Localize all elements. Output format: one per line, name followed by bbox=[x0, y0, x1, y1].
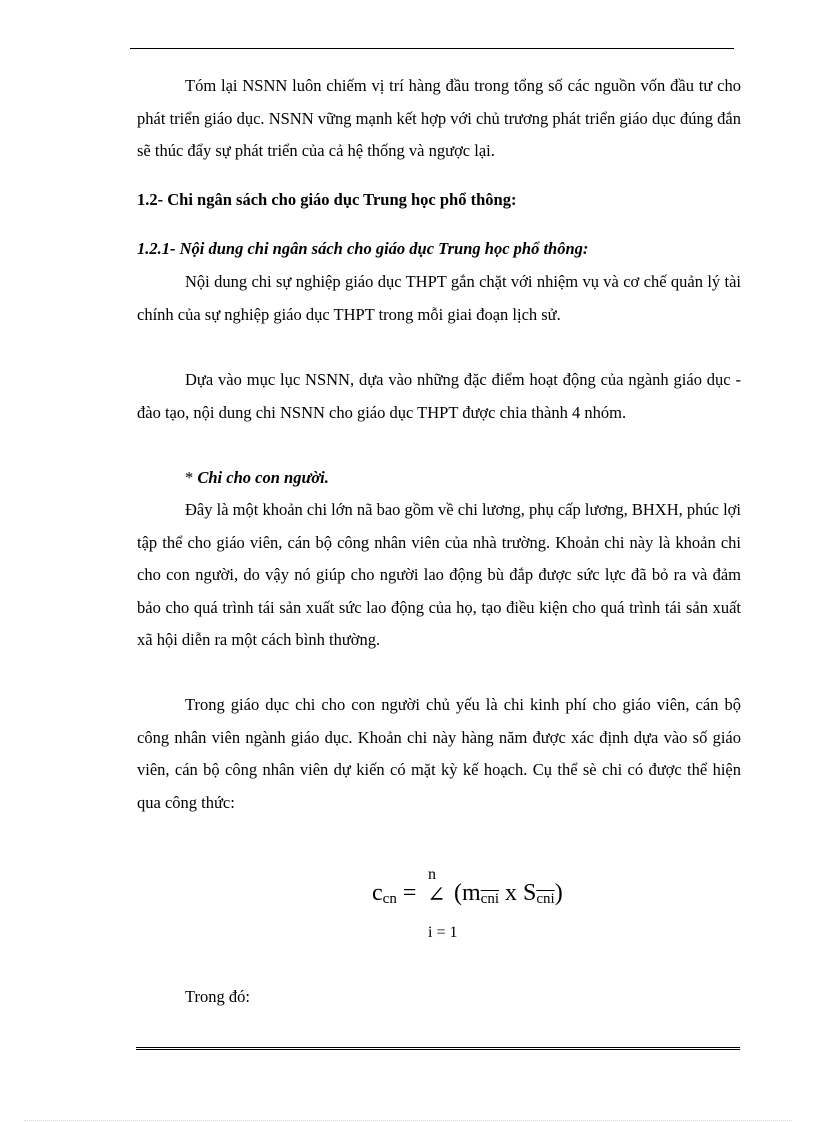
paragraph-summary: Tóm lại NSNN luôn chiếm vị trí hàng đầu trong tổng số các nguồn vốn đầu tư cho phát triển giáo dục. NSNN vững mạnh kết hợp với chủ trương phát triển giáo dục đúng đắn sẽ thúc đẩy sự phát triển của cả hệ thống và ngược lại. bbox=[137, 76, 741, 160]
formula-equals: = bbox=[402, 880, 417, 906]
section-heading-1-2: 1.2- Chi ngân sách cho giáo dục Trung học phổ thông: bbox=[137, 190, 517, 209]
formula-open-paren: ( bbox=[454, 880, 462, 906]
formula-s-subscript: cni bbox=[536, 891, 555, 907]
sigma-icon: ∠ bbox=[427, 882, 446, 907]
formula-lhs bbox=[372, 880, 416, 908]
subsection-heading-1-2-1: 1.2.1- Nội dung chi ngân sách cho giáo dục Trung học phổ thông: bbox=[137, 239, 589, 258]
footer-rule bbox=[136, 1047, 740, 1050]
paragraph-where: Trong đó: bbox=[185, 987, 250, 1006]
formula-lhs-subscript: cn bbox=[382, 891, 397, 907]
page-edge bbox=[24, 1120, 792, 1121]
formula-upper-limit: n bbox=[428, 866, 436, 883]
paragraph-classification: Dựa vào mục lục NSNN, dựa vào những đặc điểm hoạt động của ngành giáo dục - đào tạo, nội dung chi NSNN cho giáo dục THPT được chia thành 4 nhóm. bbox=[137, 370, 741, 422]
formula-sum-body bbox=[454, 880, 563, 908]
formula-m-symbol: m bbox=[462, 880, 481, 906]
header-rule bbox=[130, 48, 734, 49]
formula-lower-limit: i = 1 bbox=[428, 924, 458, 941]
formula-close-paren: ) bbox=[554, 880, 563, 906]
formula-lhs-symbol: c bbox=[372, 880, 383, 906]
bullet-marker: * bbox=[185, 468, 198, 487]
paragraph-content-overview: Nội dung chi sự nghiệp giáo dục THPT gắn chặt với nhiệm vụ và cơ chế quản lý tài chính của sự nghiệp giáo dục THPT trong mỗi giai đoạn lịch sử. bbox=[137, 272, 741, 324]
item-title-people: Chi cho con người. bbox=[197, 468, 329, 487]
paragraph-formula-intro: Trong giáo dục chi cho con người chủ yếu là chi kinh phí cho giáo viên, cán bộ công nhân viên ngành giáo dục. Khoản chi này hàng năm được xác định dựa vào số giáo viên, cán bộ công nhân viên dự kiến có mặt kỳ kế hoạch. Cụ thể sè chi có được thể hiện qua công thức: bbox=[137, 695, 741, 812]
formula-m-subscript: cni bbox=[480, 891, 499, 907]
formula-s-symbol: S bbox=[523, 880, 537, 906]
expense-formula bbox=[372, 866, 672, 956]
paragraph-people-expense: Đây là một khoản chi lớn nã bao gồm về chi lương, phụ cấp lương, BHXH, phúc lợi tập thể cho giáo viên, cán bộ công nhân viên của nhà trường. Khoản chi này là khoản chi cho con người, do vậy nó giúp cho người lao động bù đắp được sức lực đã bỏ ra và đảm bảo cho quá trình tái sản xuất sức lao động của họ, tạo điều kiện cho quá trình tái sản xuất xã hội diễn ra một cách bình thường. bbox=[137, 500, 741, 649]
item-heading-people bbox=[137, 462, 741, 495]
formula-times: x bbox=[505, 880, 517, 906]
